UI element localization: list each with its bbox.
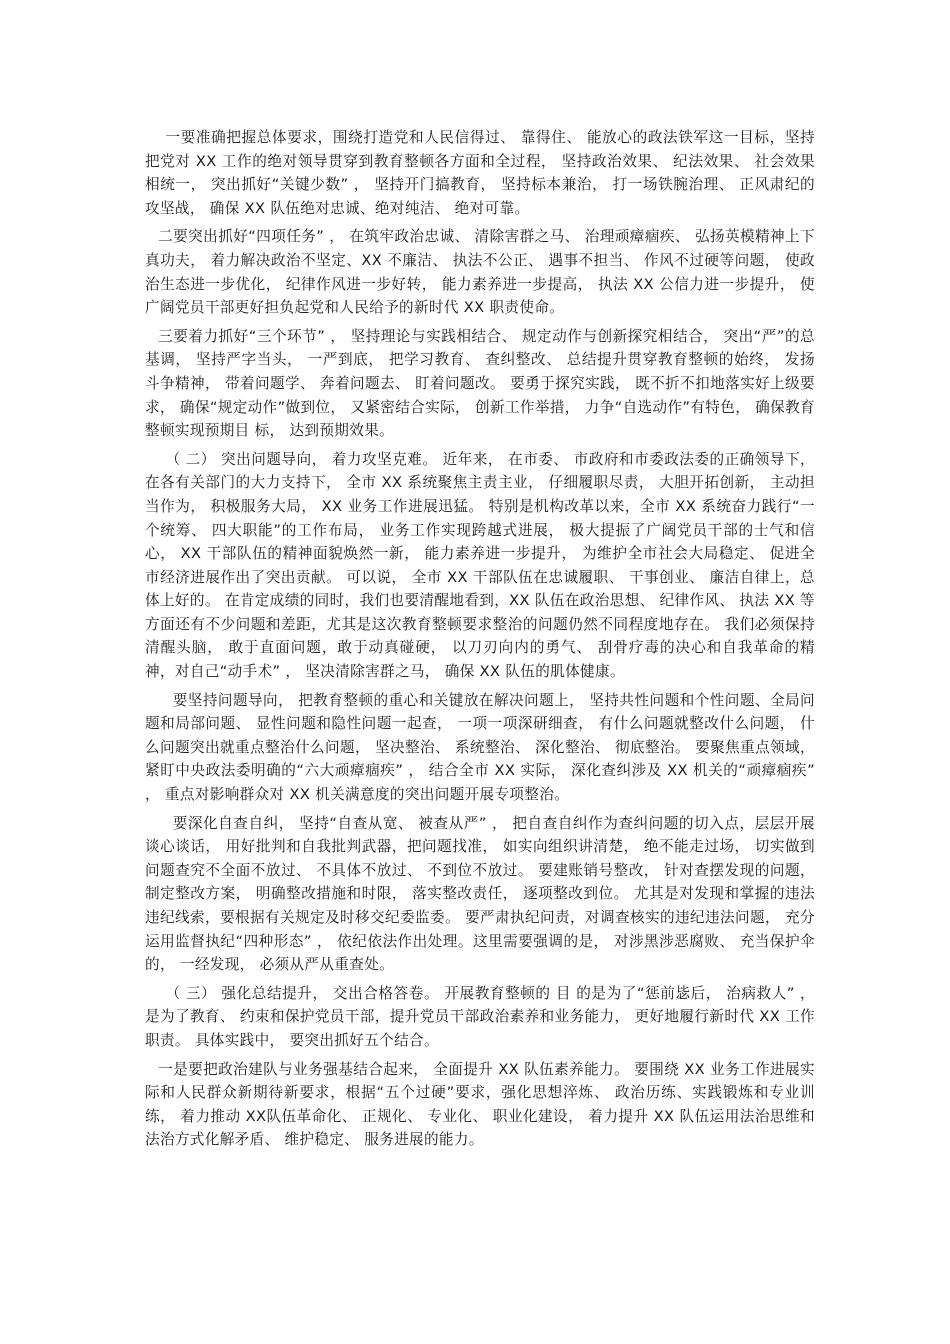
section-heading-two-problem-orientation: （ 二） 突出问题导向， 着力攻坚克难。 近年来， 在市委、 市政府和市委政法委的正确领导下， 在各有关部门的大力支持下， 全市 XX 系统聚焦主责主业， 仔细履职尽责， 大胆开拓创新， 主动担当作为， 积极服务大局， XX 业务工作进展迅猛。 特别是机构改革以来，全市 XX 系统奋力践行“一个统筹、 四大职能”的工作布局， 业务工作实现跨越式进展， 极大提振了广阔党员干部的士气和信心， XX 干部队伍的精神面貌焕然一新， 能力素养进一步提升， 为维护全市社会大局稳定、 促进全市经济进展作出了突出贡献。 可以说， 全市 XX 干部队伍在忠诚履职、 干事创业、 廉洁自律上，总体上好的。 在肯定成绩的同时，我们也要清醒地看到，XX 队伍在政治思想、 纪律作风、 执法 XX 等方面还有不少问题和差距，尤其是这次教育整顿要求整治的问题仍然不同程度地存在。 我们必须保持清醒头脑， 敢于直面问题，敢于动真碰硬， 以刀刃向内的勇气、 刮骨疗毒的决心和自我革命的精神，对自己“动手术” ， 坚决清除害群之马， 确保 XX 队伍的肌体健康。 xyxy=(145,450,815,681)
paragraph-overall-requirements: 一要准确把握总体要求，围绕打造党和人民信得过、 靠得住、 能放心的政法铁军这一目标，坚持把党对 XX 工作的绝对领导贯穿到教育整顿各方面和全过程， 坚持政治效果、 纪法效果、 社会效果相统一， 突出抓好“关键少数” ， 坚持开门搞教育， 坚持标本兼治， 打一场铁腕治理、 正风肃纪的攻坚战， 确保 XX 队伍绝对忠诚、绝对纯洁、 绝对可靠。 xyxy=(145,129,815,217)
paragraph-political-team-building: 一是要把政治建队与业务强基结合起来， 全面提升 XX 队伍素养能力。 要围绕 XX 业务工作进展实际和人民群众新期待新要求，根据“五个过硬”要求，强化思想淬炼、 政治历练、实践锻炼和专业训练， 着力推动 XX队伍革命化、 正规化、 专业化、 职业化建设， 着力提升 XX 队伍运用法治思维和法治方式化解矛盾、 维护稳定、 服务进展的能力。 xyxy=(145,1060,815,1149)
paragraph-self-inspection: 要深化自查自纠， 坚持“自查从宽、 被查从严” ， 把自查自纠作为查纠问题的切入点，层层开展谈心谈话， 用好批判和自我批判武器，把问题找准， 如实向组织讲清楚， 绝不能走过场， 切实做到问题查究不全面不放过、 不具体不放过、 不到位不放过。 要建账销号整改， 针对查摆发现的问题， 制定整改方案， 明确整改措施和时限， 落实整改责任， 逐项整改到位。 尤其是对发现和掌握的违法违纪线索，要根据有关规定及时移交纪委监委。 要严肃执纪问责，对调查核实的违纪违法问题， 充分运用监督执纪“四种形态” ， 依纪依法作出处理。这里需要强调的是， 对涉黑涉恶腐败、 充当保护伞的， 一经发现， 必须从严从重查处。 xyxy=(145,814,815,974)
section-heading-three-summary: （ 三） 强化总结提升， 交出合格答卷。 开展教育整顿的 目 的是为了“惩前毖后， 治病救人” ， 是为了教育、 约束和保护党员干部，提升党员干部政治素养和业务能力， 更好地履行新时代 XX 工作职责。 具体实践中， 要突出抓好五个结合。 xyxy=(145,984,815,1049)
paragraph-problem-orientation: 要坚持问题导向， 把教育整顿的重心和关键放在解决问题上， 坚持共性问题和个性问题、全局问题和局部问题、 显性问题和隐性问题一起查， 一项一项深研细查， 有什么问题就整改什么问题， 什么问题突出就重点整治什么问题， 坚决整治、 系统整治、 深化整治、 彻底整治。 要聚焦重点领域， 紧盯中央政法委明确的“六大顽瘴痼疾” ， 结合全市 XX 实际， 深化查纠涉及 XX 机关的“顽瘴痼疾” ， 重点对影响群众对 XX 机关满意度的突出问题开展专项整治。 xyxy=(145,691,815,804)
document-body xyxy=(145,126,815,1157)
paragraph-four-tasks: 二要突出抓好“四项任务” ， 在筑牢政治忠诚、 清除害群之马、 治理顽瘴痼疾、 弘扬英模精神上下真功夫， 着力解决政治不坚定、XX 不廉洁、 执法不公正、 遇事不担当、 作风不过硬等问题， 使政治生态进一步优化， 纪律作风进一步好转， 能力素养进一步提高， 执法 XX 公信力进一步提升， 使广阔党员干部更好担负起党和人民给予的新时代 XX 职责使命。 xyxy=(145,228,815,317)
paragraph-three-links: 三要着力抓好“三个环节” ， 坚持理论与实践相结合、 规定动作与创新探究相结合， 突出“严”的总基调， 坚持严字当头， 一严到底， 把学习教育、 查纠整改、 总结提升贯穿教育整顿的始终， 发扬斗争精神， 带着问题学、 奔着问题去、 盯着问题改。 要勇于探究实践， 既不折不扣地落实好上级要求， 确保“规定动作”做到位， 又紧密结合实际， 创新工作举措， 力争“自选动作”有特色， 确保教育整顿实现预期目 标， 达到预期效果。 xyxy=(145,327,815,440)
